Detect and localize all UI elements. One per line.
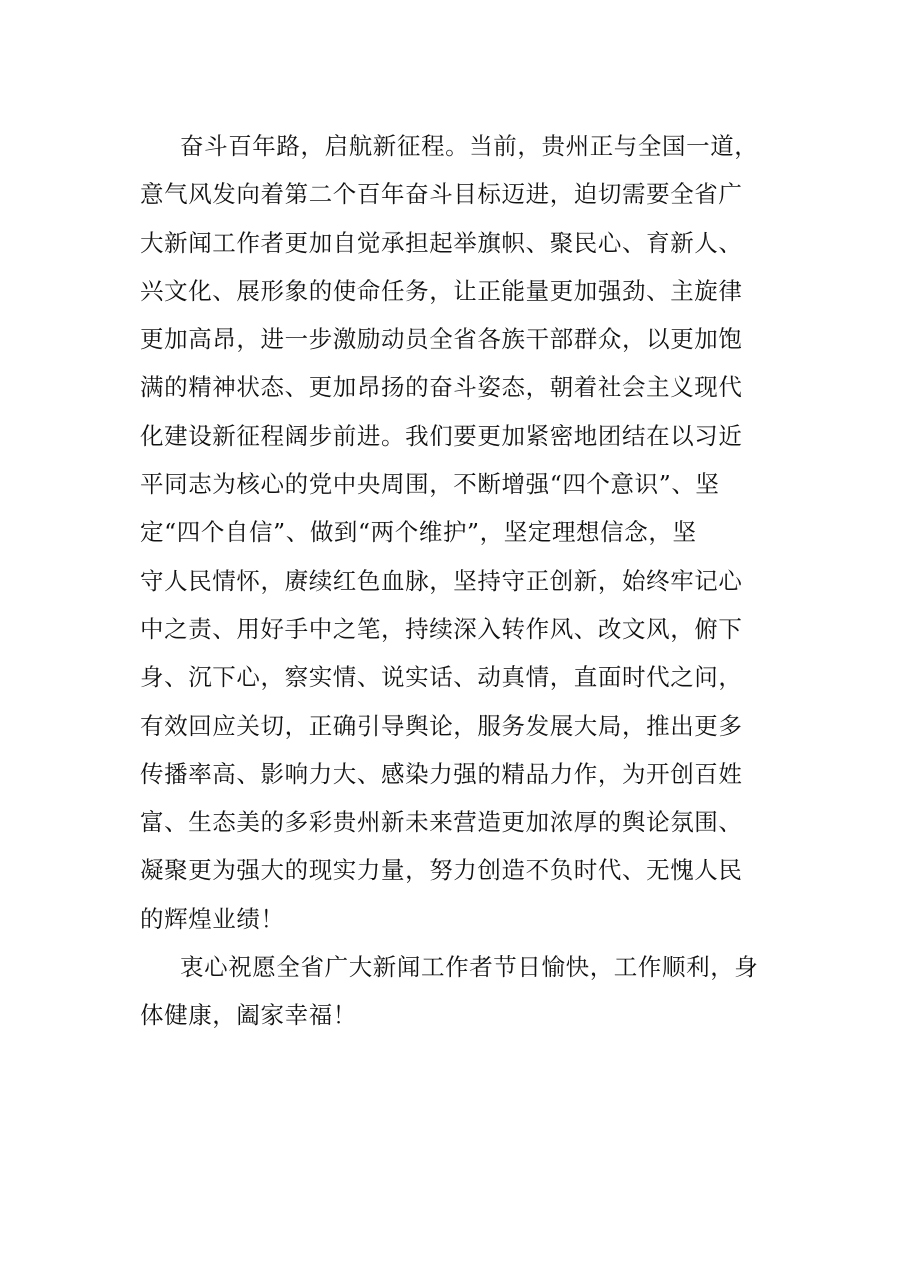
document-body xyxy=(140,122,780,1040)
text-line: 的辉煌业绩！ xyxy=(140,904,285,933)
text-line: 平同志为核心的党中央周围，不断增强“四个意识”、坚 xyxy=(140,470,720,499)
text-line: 凝聚更为强大的现实力量，努力创造不负时代、无愧人民 xyxy=(140,856,743,885)
text-line: 意气风发向着第二个百年奋斗目标迈进，迫切需要全省广 xyxy=(140,180,743,209)
paragraph-main xyxy=(140,122,780,943)
text-line: 化建设新征程阔步前进。我们要更加紧密地团结在以习近 xyxy=(140,421,743,450)
text-line: 中之责、用好手中之笔，持续深入转作风、改文风，俯下 xyxy=(140,614,743,643)
text-line: 满的精神状态、更加昂扬的奋斗姿态，朝着社会主义现代 xyxy=(140,373,743,402)
text-line: 身、沉下心，察实情、说实话、动真情，直面时代之问， xyxy=(140,663,743,692)
text-line: 更加高昂，进一步激励动员全省各族干部群众，以更加饱 xyxy=(140,325,743,354)
text-line: 兴文化、展形象的使命任务，让正能量更加强劲、主旋律 xyxy=(140,276,743,305)
text-line: 奋斗百年路，启航新征程。当前，贵州正与全国一道， xyxy=(180,132,759,160)
text-line: 富、生态美的多彩贵州新未来营造更加浓厚的舆论氛围、 xyxy=(140,808,743,837)
text-line: 守人民情怀，赓续红色血脉，坚持守正创新，始终牢记心 xyxy=(140,566,743,595)
paragraph-closing xyxy=(140,943,780,1040)
text-line: 定“四个自信”、做到“两个维护”，坚定理想信念，坚 xyxy=(140,518,697,547)
text-line: 传播率高、影响力大、感染力强的精品力作，为开创百姓 xyxy=(140,759,743,788)
text-line: 衷心祝愿全省广大新闻工作者节日愉快，工作顺利，身 xyxy=(180,953,759,982)
text-line: 体健康，阖家幸福！ xyxy=(140,1001,357,1030)
text-line: 有效回应关切，正确引导舆论，服务发展大局，推出更多 xyxy=(140,711,743,740)
text-line: 大新闻工作者更加自觉承担起举旗帜、聚民心、育新人、 xyxy=(140,228,743,257)
